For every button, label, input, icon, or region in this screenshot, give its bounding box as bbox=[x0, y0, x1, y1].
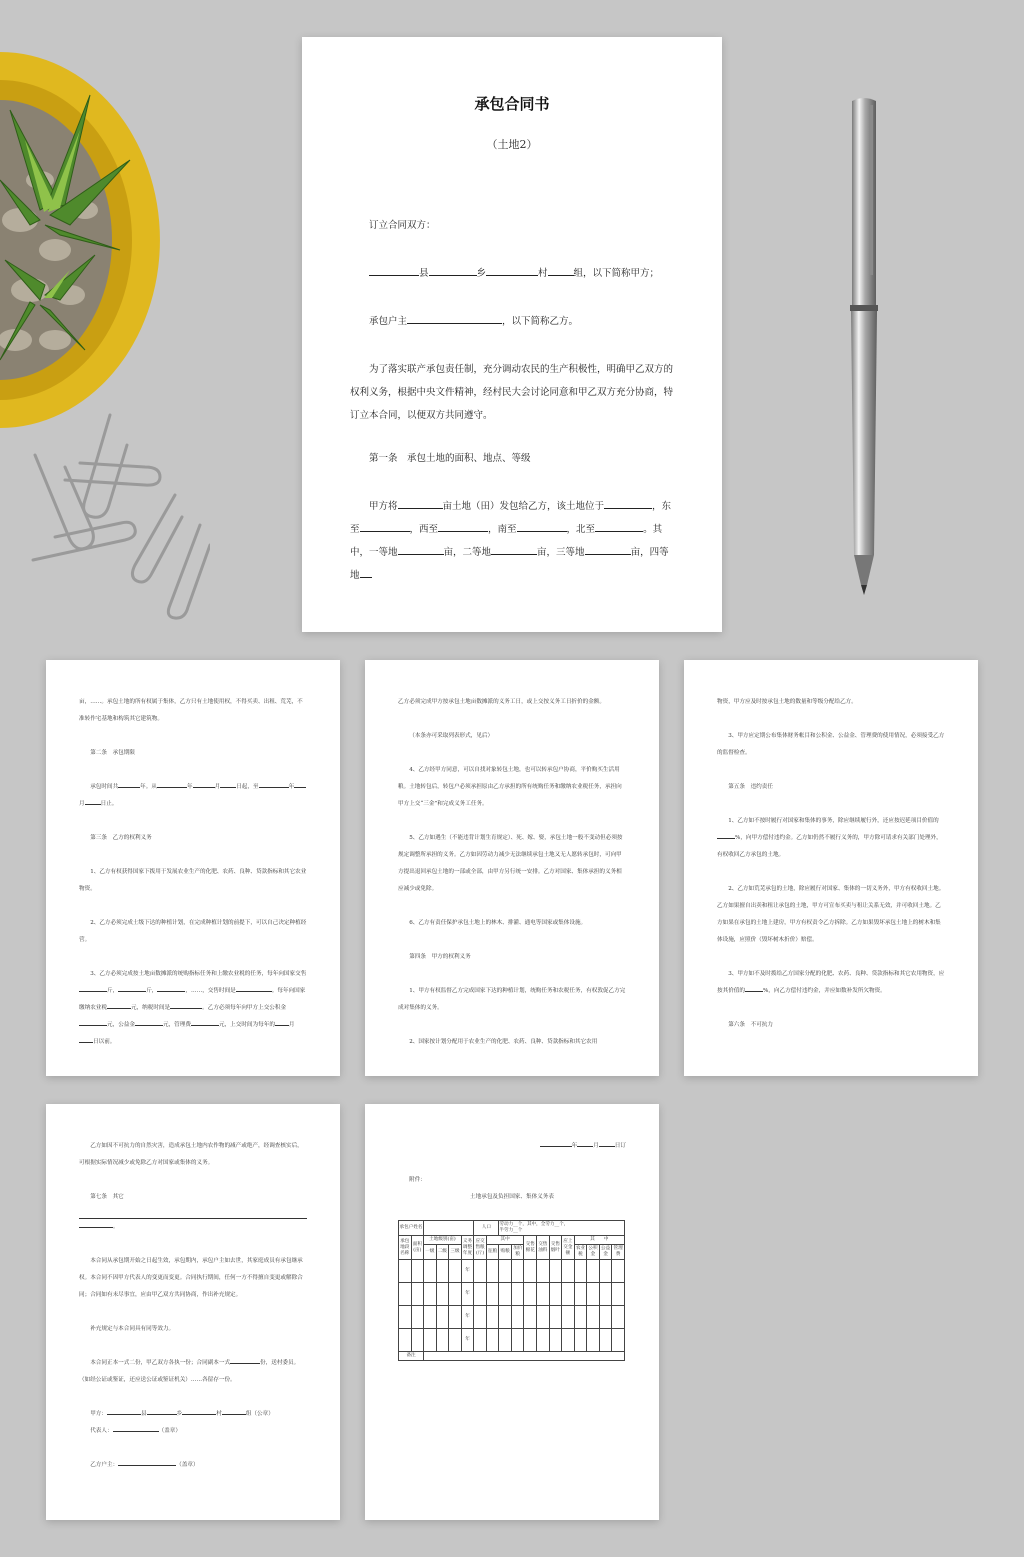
copies-paragraph: 本合同正本一式二份，甲乙双方各执一份；合同副本一式 份，送村委员。（如经公证或鉴证，还应送公证或鉴证机关）……各留存一份。 bbox=[79, 1355, 307, 1389]
article-1-title: 第一条 承包土地的面积、地点、等级 bbox=[369, 453, 531, 464]
article-3-item-1: 1、乙方有权获得国家下拨用于发展农业生产的化肥、农药、良种、贷款指标和其它农业物资。 bbox=[79, 869, 307, 892]
th-accumulation-fund: 公积金 bbox=[587, 1245, 600, 1260]
article-5-item-3: 3、甲方如不及时拨给乙方国家分配的化肥、农药、良种、贷款指标和其它农用物资，应按其价值的 %，向乙方偿付违约金，并应如数补发所欠物资。 bbox=[717, 971, 945, 994]
th-tobacco: 交售烟叶 bbox=[549, 1236, 562, 1260]
th-plot-name: 承包地段名称 bbox=[399, 1236, 412, 1260]
land-ownership-paragraph: 亩，……。承包土地的所有权属于集体，乙方只有土地使用权，不得买卖、出租、荒芜，不准转作宅基地和构筑其它建筑物。 bbox=[79, 699, 303, 722]
table-row: 年 bbox=[399, 1260, 625, 1283]
th-grade-3: 三级 bbox=[449, 1245, 462, 1260]
parties-label: 订立合同双方： bbox=[369, 220, 436, 231]
article-3-item-6: 6、乙方有责任保护承包土地上的林木、排灌、通电等国家或集体设施。 bbox=[409, 920, 587, 926]
article-4-item-3: 3、甲方应定期公布集体财务帐目和公积金、公益金、管理费的使用情况，必须接受乙方的监督检查。 bbox=[717, 733, 945, 756]
th-land-grade: 土地级别(亩) bbox=[424, 1236, 462, 1245]
table-note: （本条亦可采取列表形式，见后） bbox=[409, 733, 494, 739]
page1-body bbox=[350, 214, 674, 587]
article-3-item-3: 3、乙方必须完成按土地亩数摊派的统购指标任务和上缴农业税的任务，每年向国家交售斤， 斤， ，……，交售时间是 。每年向国家缴纳农业税 元，纳税时间是 。乙方必须每年向甲方上交公积金元，公益金 元，管理费 元，上交时间为每年的 月日以前。 bbox=[79, 971, 307, 1045]
remark-row: 备注 bbox=[399, 1352, 625, 1361]
article-3-item-4: 4、乙方经甲方同意，可以自找对象转包土地，也可以转承包户协商，平价购买生活用粮。土地转包后，转包户必须承担原由乙方承担的所有统购任务和缴纳农业税任务，承担向甲方上交“三金”和完成义务工任务。 bbox=[398, 767, 622, 807]
validity-paragraph: 本合同从承包期开始之日起生效，承包期内，承包户主如去世，其家庭成员有承包继承权。本合同不因甲方代表人的变更而变更。合同执行期间，任何一方不得擅自变更或解除合同；合同如有未尽事宜，应由甲乙双方共同协商，作出补充规定。 bbox=[79, 1258, 303, 1298]
succulent-plant-decoration bbox=[0, 40, 175, 440]
th-grain-sale: 应交售粮(斤) bbox=[474, 1236, 487, 1260]
contract-page-6 bbox=[365, 1104, 659, 1520]
th-duty-year: 义务调整年度 bbox=[461, 1236, 474, 1260]
intro-paragraph: 为了落实联产承包责任制，充分调动农民的生产积极性，明确甲乙双方的权利义务，根据中央文件精神，经村民大会讨论同意和甲乙双方充分协商，特订立本合同，以便双方共同遵守。 bbox=[350, 364, 674, 421]
article-4-item-1: 1、甲方有权监督乙方完成国家下达的种植计划，统购任务和农税任务，有权敦促乙方完成对集体的义务。 bbox=[398, 988, 626, 1011]
pen-decoration bbox=[840, 95, 890, 600]
article-1-body: 甲方将 亩土地（田）发包给乙方，该土地位于 ，东至 ，西至 ，南至 ，北至 。其中，一等地 亩，二等地 亩，三等地 亩，四等地 bbox=[350, 495, 674, 587]
article-5-title: 第五条 违约责任 bbox=[728, 784, 773, 790]
th-welfare-fund: 公益金 bbox=[599, 1245, 612, 1260]
contract-page-5 bbox=[46, 1104, 340, 1520]
article-4-item-2: 2、国家按计划分配用于农业生产的化肥、农药、良种、贷款指标和其它农用 bbox=[409, 1039, 598, 1045]
th-area: 面积(亩) bbox=[411, 1236, 424, 1260]
th-grade-1: 一级 bbox=[424, 1245, 437, 1260]
th-household-name: 承包户姓名 bbox=[399, 1221, 424, 1236]
th-management-fee: 管理费 bbox=[612, 1245, 625, 1260]
article-4-title: 第四条 甲方的权利义务 bbox=[409, 954, 471, 960]
th-among-fees: 其 中 bbox=[574, 1236, 624, 1245]
article-6-title: 第六条 不可抗力 bbox=[728, 1022, 773, 1028]
signing-date: 年 月 日订 bbox=[398, 1138, 626, 1155]
table-row: 年 bbox=[399, 1283, 625, 1306]
party-a-address-line: 县 乡 村 组，以下简称甲方； bbox=[350, 262, 674, 285]
contract-page-4 bbox=[684, 660, 978, 1076]
labor-duty-paragraph: 乙方必须完成甲方按承包土地亩数摊派的义务工日，或上交按义务工日折价的金额。 bbox=[398, 699, 605, 705]
materials-paragraph: 物资，甲方应及时按承包土地的数量和等级分配给乙方。 bbox=[717, 699, 857, 705]
contract-page-2 bbox=[46, 660, 340, 1076]
paperclips-decoration bbox=[25, 405, 210, 620]
force-majeure-paragraph: 乙方如因不可抗力的自然灾害，造成承包土地内农作物的减产或绝产，经调查核实后，可根据实际情况减少或免除乙方对国家或集体的义务。 bbox=[79, 1143, 303, 1166]
th-agri-tax: 农业税 bbox=[574, 1245, 587, 1260]
attachment-table-title: 土地承包及负担国家、集体义务表 bbox=[470, 1194, 554, 1200]
table-row: 年 bbox=[399, 1306, 625, 1329]
obligation-table bbox=[398, 1220, 625, 1361]
th-levy-grain: 征粮 bbox=[486, 1245, 499, 1260]
th-payable: 应上交金额 bbox=[562, 1236, 575, 1260]
party-b-signature: 乙方户主： （盖章） bbox=[79, 1457, 307, 1474]
article-5-item-1: 1、乙方如不按时履行对国家和集体的事务，除应继续履行外，还应按迟延项目价值的%，向甲方偿付违约金。乙方如仍然不履行义务的，甲方除可请求有关部门处理外，有权收回乙方承包的土地。 bbox=[717, 818, 942, 858]
attachment-label: 附件： bbox=[409, 1177, 426, 1183]
th-labor: 劳动力__个，其中，全劳力__个， 半劳力__个 bbox=[499, 1221, 625, 1236]
contract-page-3 bbox=[365, 660, 659, 1076]
th-among-grain: 其中 bbox=[486, 1236, 524, 1245]
th-oil: 交售油料 bbox=[537, 1236, 550, 1260]
article-3-item-2: 2、乙方必须完成土级下达的种植计划，在完成种植计划的前提下，可以自己决定种植经营。 bbox=[79, 920, 307, 943]
th-cotton: 交售棉花 bbox=[524, 1236, 537, 1260]
article-3-item-5: 5、乙方如遇生（不能违背计划生育规定）、死、嫁、娶，承包土地一般不变动但必须按规定调整所承担的义务。乙方如因劳动力减少无法继续承包土地又无人愿转承包时，可向甲方提出退回承包土地的一部或全部，由甲方另行统一安排。乙方对国家、集体承担的义务相应减少或免除。 bbox=[398, 835, 623, 892]
th-population: 人口 bbox=[474, 1221, 499, 1236]
supplement-paragraph: 补充规定与本合同具有同等效力。 bbox=[90, 1326, 175, 1332]
th-grade-2: 二级 bbox=[436, 1245, 449, 1260]
article-7-blank-end: 。 bbox=[79, 1219, 307, 1236]
article-3-title: 第三条 乙方的权利义务 bbox=[90, 835, 152, 841]
th-premium-grain: 加价粮 bbox=[511, 1245, 524, 1260]
document-title: 承包合同书 bbox=[474, 95, 550, 113]
article-5-item-2: 2、乙方如荒芜承包的土地，除应履行对国家、集体的一切义务外，甲方有权收回土地。乙方如果擅自出卖和租让承包的土地，甲方可宣布买卖与租让关系无效，并可收回土地。乙方如果在承包的土地上建房，甲方有权责令乙方拆除。乙方如果毁坏承包土地上的树木和集体设施，应照价（毁坏树木折价）赔偿。 bbox=[717, 886, 945, 943]
article-7-blank-line bbox=[79, 1206, 307, 1219]
representative-signature: 代表人： （盖章） bbox=[79, 1423, 307, 1440]
contract-page-1 bbox=[302, 37, 722, 632]
document-subtitle: （土地2） bbox=[486, 138, 538, 151]
table-row: 年 bbox=[399, 1329, 625, 1352]
article-2-title: 第二条 承包期限 bbox=[90, 750, 135, 756]
contract-period-line: 承包时间共 年。从 年 月 日起，至 年月 日止。 bbox=[79, 779, 307, 813]
contractor-line: 承包户主 ，以下简称乙方。 bbox=[350, 310, 674, 333]
th-purchase-grain: 购粮 bbox=[499, 1245, 512, 1260]
article-7-title: 第七条 其它 bbox=[90, 1194, 124, 1200]
party-a-signature: 甲方： 县 乡 村 组（公章） bbox=[79, 1406, 307, 1423]
